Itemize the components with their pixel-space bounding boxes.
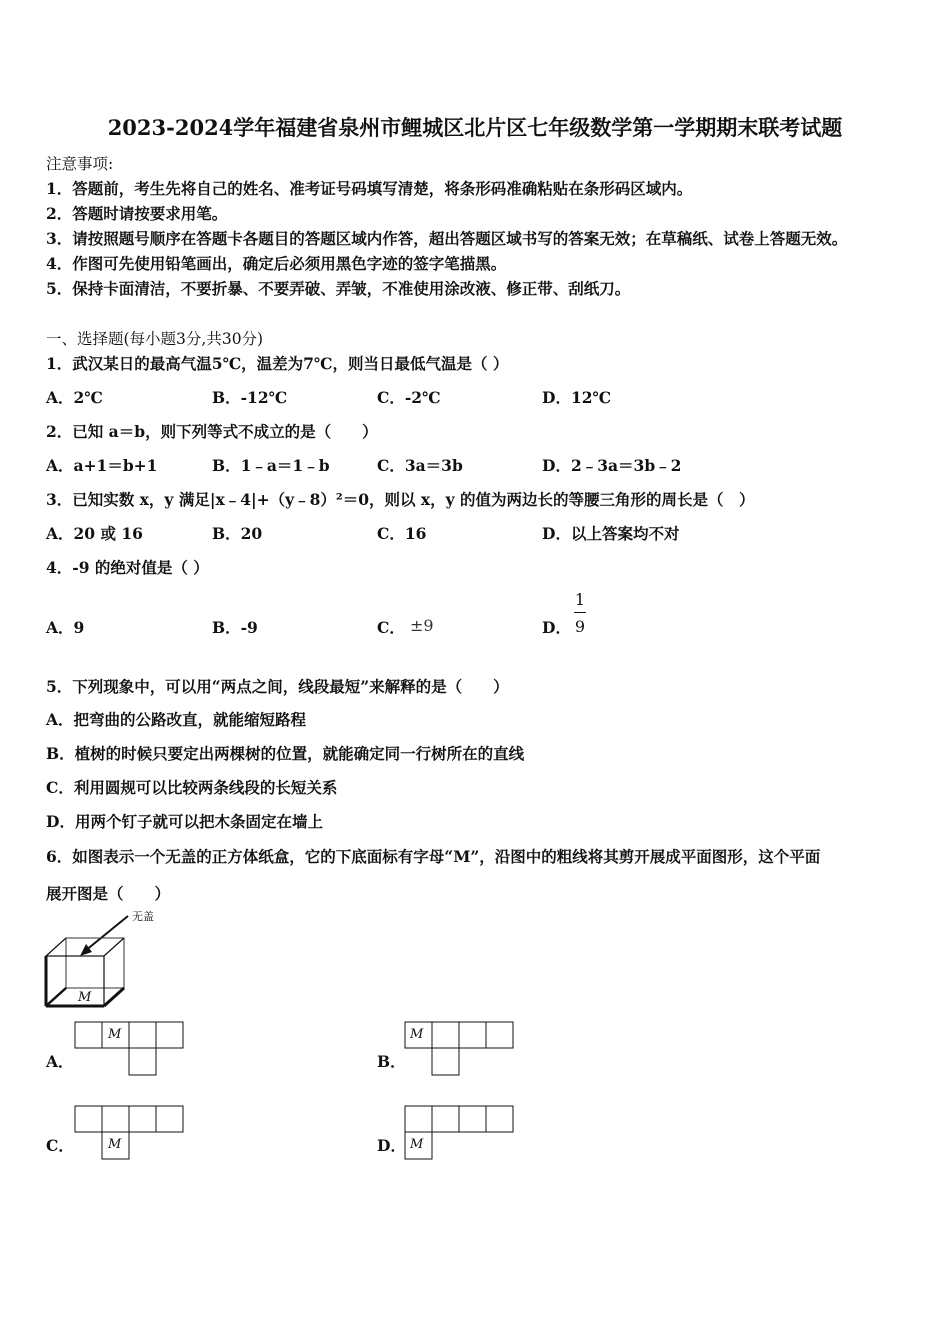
- q4-option-b: B．-9: [212, 618, 258, 637]
- question-6-stem-cont: 展开图是（ ）: [46, 884, 171, 903]
- fraction-numerator: 1: [574, 590, 586, 609]
- question-2-stem: 2．已知 a＝b，则下列等式不成立的是（ ）: [46, 422, 378, 441]
- net-b-letter: M: [410, 1027, 424, 1042]
- q2-option-b: B．1﹣a＝1﹣b: [212, 456, 330, 475]
- question-5-stem: 5．下列现象中，可以用“两点之间，线段最短”来解释的是（ ）: [46, 677, 509, 696]
- notice-item: 4．作图可先使用铅笔画出，确定后必须用黑色字迹的签字笔描黑。: [46, 254, 507, 273]
- q1-option-c: C．-2℃: [377, 388, 441, 407]
- fraction-denominator: 9: [574, 617, 586, 636]
- question-3-stem: 3．已知实数 x，y 满足|x﹣4|+（y﹣8）²＝0，则以 x，y 的值为两边长的等腰三角形的周长是（ ）: [46, 490, 755, 509]
- notice-item: 3．请按照题号顺序在答题卡各题目的答题区域内作答，超出答题区域书写的答案无效；在草稿纸、试卷上答题无效。: [46, 229, 848, 248]
- page-title: 2023-2024学年福建省泉州市鲤城区北片区七年级数学第一学期期末联考试题: [107, 115, 843, 140]
- notice-heading: 注意事项:: [46, 155, 114, 173]
- q2-option-c: C．3a＝3b: [377, 456, 463, 475]
- question-6-stem: 6．如图表示一个无盖的正方体纸盒，它的下底面标有字母“M”，沿图中的粗线将其剪开展成平面图形，这个平面: [46, 847, 821, 866]
- q5-option-d: D．用两个钉子就可以把木条固定在墙上: [46, 812, 323, 831]
- question-1-stem: 1．武汉某日的最高气温5℃，温差为7℃，则当日最低气温是（ ）: [46, 354, 509, 373]
- q4-option-d: D．: [542, 618, 571, 637]
- q5-option-c: C．利用圆规可以比较两条线段的长短关系: [46, 778, 338, 797]
- notice-item: 1．答题前，考生先将自己的姓名、准考证号码填写清楚，将条形码准确粘贴在条形码区域内。: [46, 179, 693, 198]
- fraction-bar: [574, 612, 586, 613]
- q4-option-c-value: ±9: [410, 616, 434, 635]
- q3-option-b: B．20: [212, 524, 263, 543]
- net-a-letter: M: [108, 1027, 122, 1042]
- net-option-d: [404, 1105, 516, 1161]
- q3-option-d: D．以上答案均不对: [542, 524, 680, 543]
- q5-option-b: B．植树的时候只要定出两棵树的位置，就能确定同一行树所在的直线: [46, 744, 525, 763]
- q6-option-a: A．: [46, 1052, 74, 1071]
- notice-item: 2．答题时请按要求用笔。: [46, 204, 228, 223]
- q1-option-b: B．-12℃: [212, 388, 288, 407]
- net-d-letter: M: [410, 1137, 424, 1152]
- section-heading: 一、选择题(每小题3分,共30分): [46, 330, 264, 348]
- q2-option-a: A．a+1＝b+1: [46, 456, 158, 475]
- net-option-c: [74, 1105, 186, 1161]
- q4-option-c: C．: [377, 618, 405, 637]
- q6-option-b: B．: [377, 1052, 406, 1071]
- q3-option-c: C．16: [377, 524, 427, 543]
- figure-letter-m: M: [78, 990, 92, 1005]
- net-option-a: [74, 1021, 186, 1077]
- notice-item: 5．保持卡面清洁，不要折暴、不要弄破、弄皱，不准使用涂改液、修正带、刮纸刀。: [46, 279, 631, 298]
- q4-option-a: A．9: [46, 618, 85, 637]
- q2-option-d: D．2﹣3a＝3b﹣2: [542, 456, 682, 475]
- q3-option-a: A．20 或 16: [46, 524, 143, 543]
- q1-option-a: A．2℃: [46, 388, 103, 407]
- q1-option-d: D．12℃: [542, 388, 612, 407]
- q6-option-d: D．: [377, 1136, 406, 1155]
- net-c-letter: M: [108, 1137, 122, 1152]
- open-cube-figure: [40, 906, 180, 1012]
- q6-option-c: C．: [46, 1136, 74, 1155]
- figure-label-no-lid: 无盖: [132, 910, 154, 923]
- question-4-stem: 4．-9 的绝对值是（ ）: [46, 558, 209, 577]
- q5-option-a: A．把弯曲的公路改直，就能缩短路程: [46, 710, 307, 729]
